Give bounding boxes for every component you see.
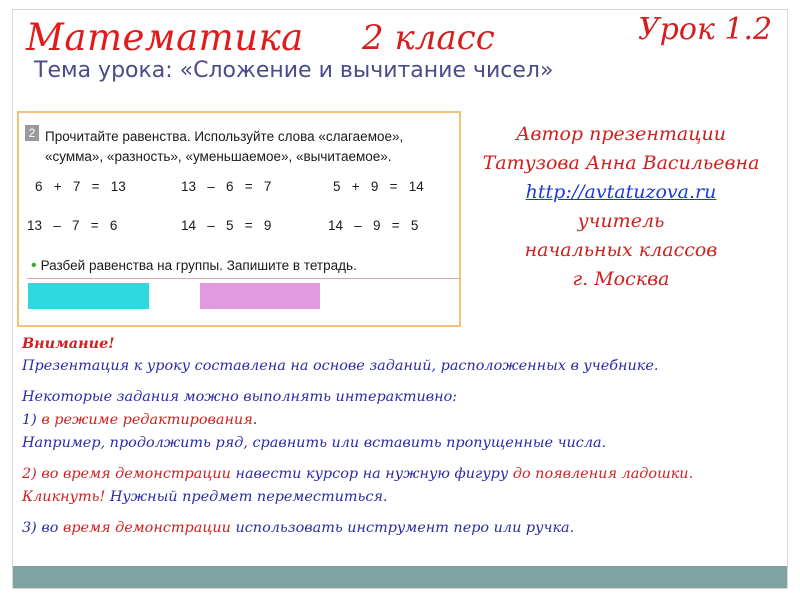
equation: 13 – 7 = 6 (27, 218, 118, 233)
note-paragraph (22, 386, 782, 455)
task-bullet (31, 257, 357, 275)
grade-label: 2 класс (362, 18, 495, 58)
draggable-pink-box[interactable] (200, 283, 320, 309)
note-highlight: Кликнуть! (22, 489, 106, 505)
note-highlight: время демонстрации (62, 466, 231, 482)
equation: 5 + 9 = 14 (333, 179, 424, 194)
note-paragraph (22, 463, 782, 509)
attention-note (22, 332, 782, 548)
draggable-blue-box[interactable] (28, 283, 149, 309)
equation: 14 – 5 = 9 (181, 218, 272, 233)
note-text: использовать инструмент перо или ручка. (230, 520, 575, 536)
task-number-badge: 2 (25, 125, 39, 141)
task-instruction-line: «сумма», «разность», «уменьшаемое», «вычитаемое». (45, 149, 392, 164)
author-heading: Автор презентации (516, 123, 726, 145)
author-role-detail: начальных классов (524, 239, 718, 261)
divider-line (27, 278, 459, 279)
bullet-dot-icon: • (31, 257, 37, 274)
note-highlight: 2) во (22, 466, 63, 482)
note-highlight: в режиме редактирования (41, 412, 253, 428)
note-text: Некоторые задания можно выполнять интерактивно: (22, 389, 458, 405)
lesson-label: Урок 1.2 (638, 12, 773, 47)
note-paragraph (22, 517, 782, 540)
attention-heading: Внимание! (22, 335, 115, 352)
note-highlight: до появления ладошки. (512, 466, 694, 482)
note-text: . (252, 412, 258, 428)
textbook-task (17, 111, 461, 327)
task-instruction-line: Прочитайте равенства. Используйте слова «слагаемое», (45, 129, 404, 144)
author-name: Татузова Анна Васильевна (482, 152, 760, 174)
author-website-link[interactable]: http://avtatuzova.ru (525, 181, 717, 203)
task-bullet-text: Разбей равенства на группы. Запишите в тетрадь. (40, 258, 357, 273)
note-highlight: время демонстрации (62, 520, 231, 536)
equation: 13 – 6 = 7 (181, 179, 272, 194)
lesson-topic: Тема урока: «Сложение и вычитание чисел» (34, 58, 554, 83)
note-paragraph: Презентация к уроку составлена на основе заданий, расположенных в учебнике. (22, 358, 659, 374)
author-role: учитель (577, 210, 665, 232)
equation: 6 + 7 = 13 (35, 179, 126, 194)
note-text: навести курсор на нужную фигуру (230, 466, 513, 482)
note-text: Нужный предмет переместиться. (105, 489, 388, 505)
note-text: 1) (22, 412, 42, 428)
equation: 14 – 9 = 5 (328, 218, 419, 233)
footer-bar (13, 566, 787, 588)
subject-title: Математика (26, 16, 304, 59)
note-text: Например, продолжить ряд, сравнить или вставить пропущенные числа. (22, 435, 607, 451)
author-info (466, 120, 776, 294)
note-text: 3) во (22, 520, 63, 536)
task-instruction (45, 127, 403, 167)
author-city: г. Москва (572, 268, 670, 290)
